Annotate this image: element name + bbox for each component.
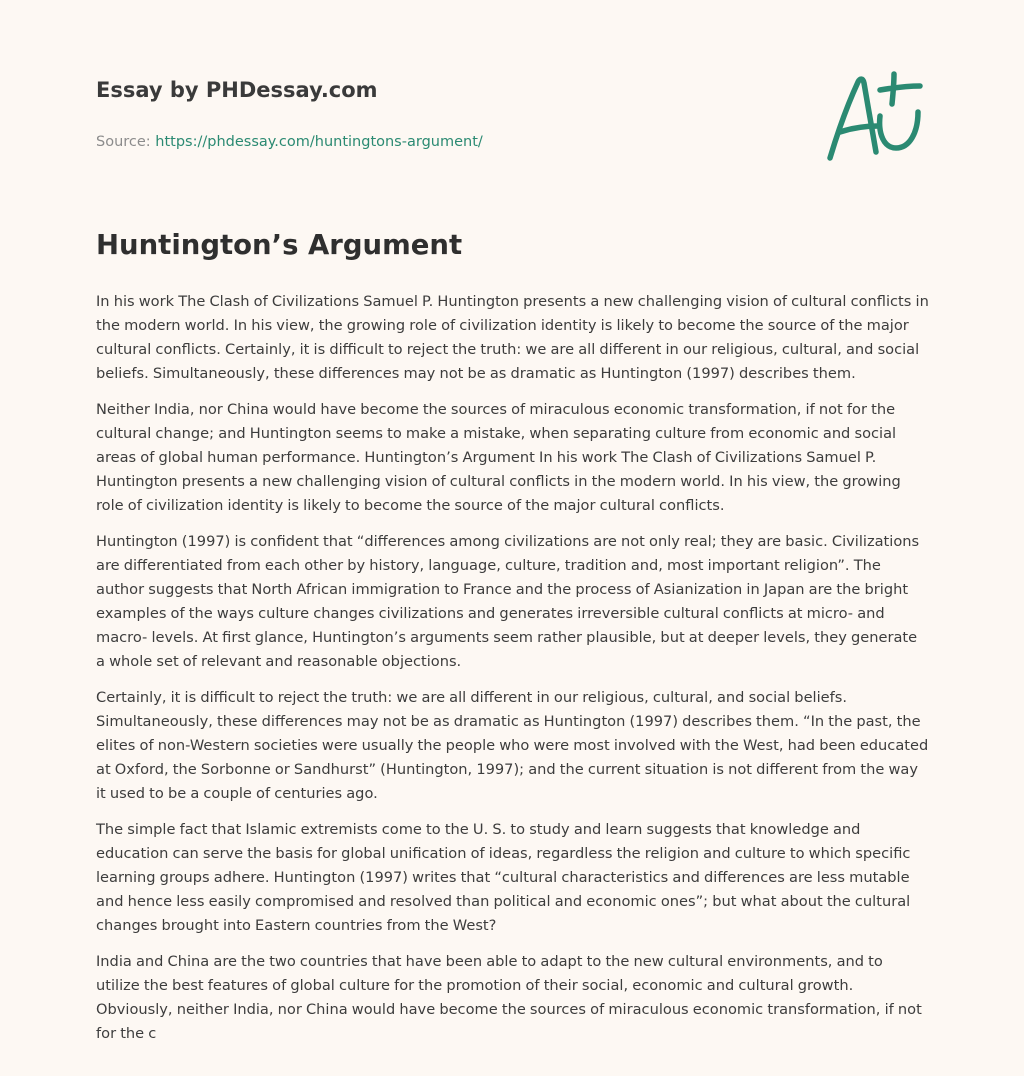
source-line — [96, 132, 796, 152]
essay-body — [96, 226, 930, 1058]
page-header — [96, 76, 796, 152]
essay-paragraph: Certainly, it is difficult to reject the truth: we are all different in our religious, cultural, and social beliefs. Simultaneously, these differences may not be as dramatic as Huntington (1997) describes them. “In the past, the elites of non-Western societies were usually the people who were most involved with the West, had been educated at Oxford, the Sorbonne or Sandhurst” (Huntington, 1997); and the current situation is not different from the way it used to be a couple of centuries ago. — [96, 689, 929, 802]
a-plus-grade-icon — [822, 68, 928, 164]
essay-paragraph: Huntington (1997) is confident that “differences among civilizations are not only real; they are basic. Civilizations are differentiated from each other by history, language, culture, tradition and, most important religion”. The author suggests that North African immigration to France and the process of Asianization in Japan are the bright examples of the ways culture changes civilizations and generates irreversible cultural conflicts at micro- and macro- levels. At first glance, Huntington’s arguments seem rather plausible, but at deeper levels, they generate a whole set of relevant and reasonable objections. — [96, 533, 920, 670]
essay-paragraph: India and China are the two countries that have been able to adapt to the new cultural environments, and to utilize the best features of global culture for the promotion of their social, economic and cultural growth. Obviously, neither India, nor China would have become the sources of miraculous economic transformation, if not for the c — [96, 953, 922, 1042]
essay-paragraph: In his work The Clash of Civilizations Samuel P. Huntington presents a new challenging vision of cultural conflicts in the modern world. In his view, the growing role of civilization identity is likely to become the source of the major cultural conflicts. Certainly, it is difficult to reject the truth: we are all different in our religious, cultural, and social beliefs. Simultaneously, these differences may not be as dramatic as Huntington (1997) describes them. — [96, 293, 929, 382]
site-title: Essay by PHDessay.com — [96, 78, 378, 102]
essay-paragraph: Neither India, nor China would have become the sources of miraculous economic transformation, if not for the cultural change; and Huntington seems to make a mistake, when separating culture from economic and social areas of global human performance. Huntington’s Argument In his work The Clash of Civilizations Samuel P. Huntington presents a new challenging vision of cultural conflicts in the modern world. In his view, the growing role of civilization identity is likely to become the source of the major cultural conflicts. — [96, 401, 901, 514]
essay-title: Huntington’s Argument — [96, 229, 463, 261]
source-label: Source: — [96, 134, 156, 150]
essay-paragraph: The simple fact that Islamic extremists come to the U. S. to study and learn suggests that knowledge and education can serve the basis for global unification of ideas, regardless the religion and culture to which specific learning groups adhere. Huntington (1997) writes that “cultural characteristics and differences are less mutable and hence less easily compromised and resolved than political and economic ones”; but what about the cultural changes brought into Eastern countries from the West? — [96, 821, 911, 934]
source-link[interactable]: https://phdessay.com/huntingtons-argument/ — [155, 134, 483, 150]
